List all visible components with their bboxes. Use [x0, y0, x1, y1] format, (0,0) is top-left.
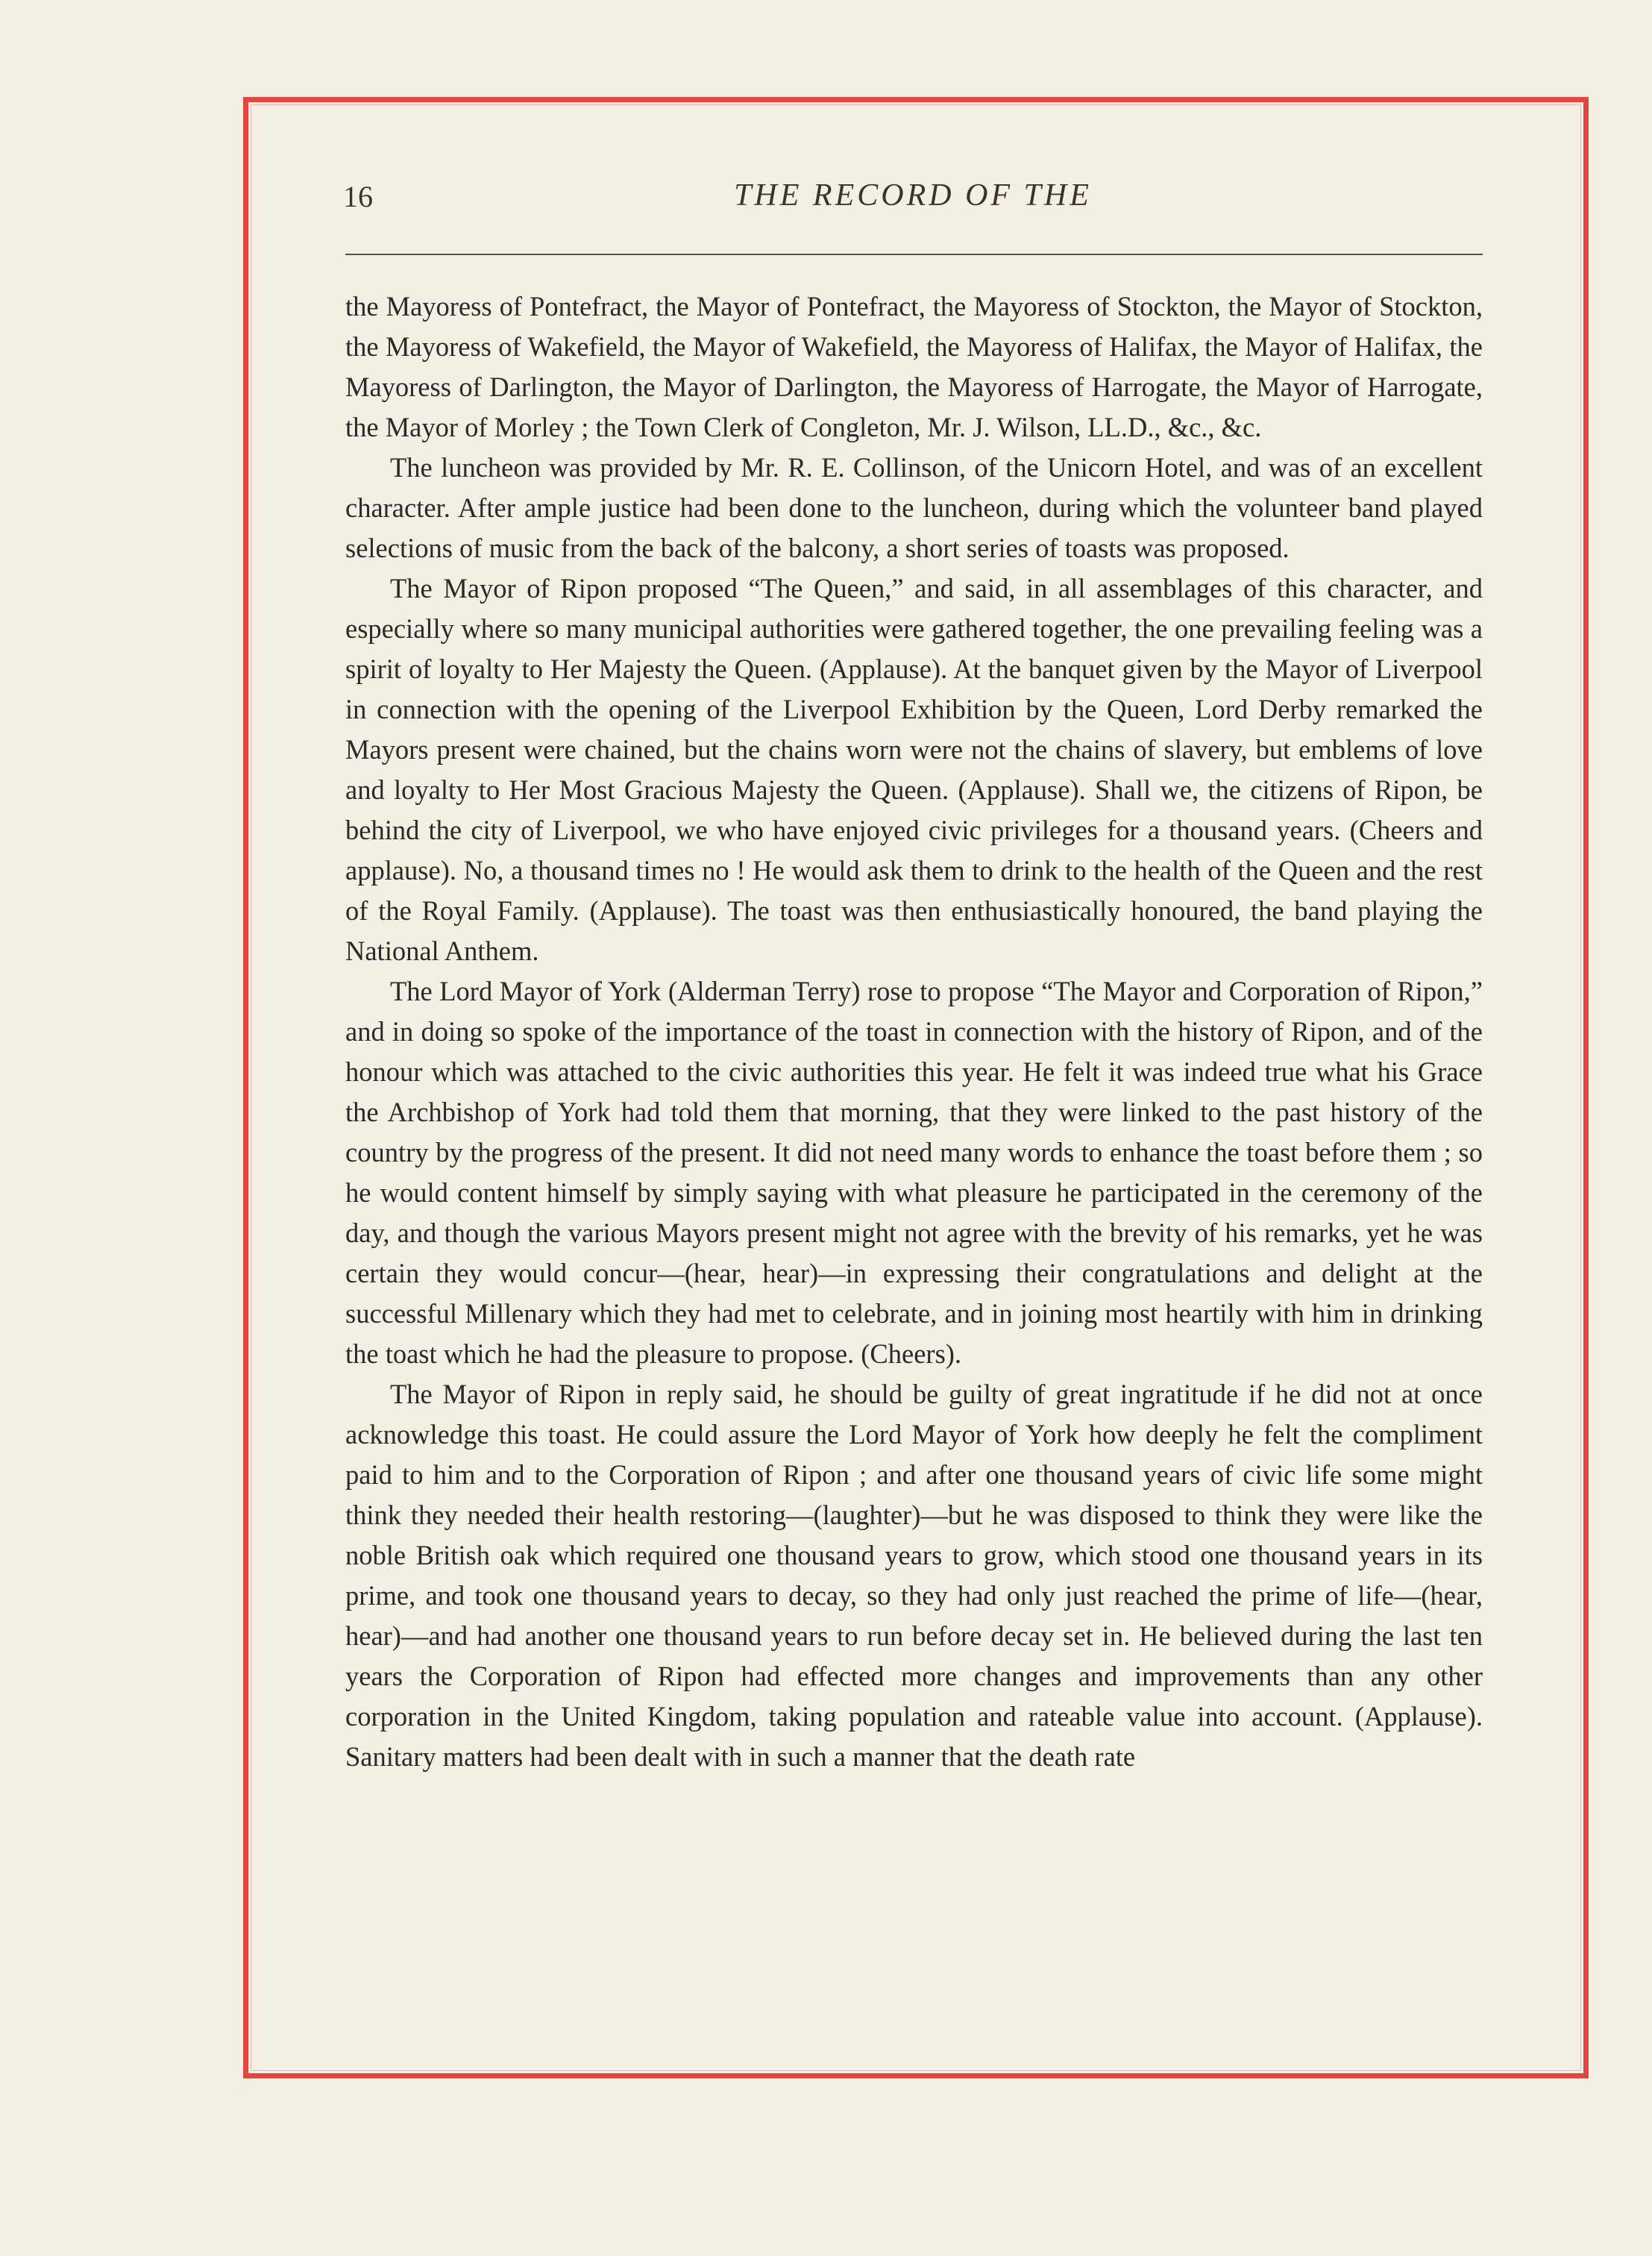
header-rule [345, 254, 1483, 255]
paragraph-mayor-reply: The Mayor of Ripon in reply said, he should be guilty of great ingratitude if he did not at once acknowledge this toast. He could assure the Lord Mayor of York how deeply he felt the compliment paid to him and to the Corporation of Ripon ; and after one thousand years of civic life some might think they needed their health restoring—(laughter)—but he was disposed to think they were like the noble British oak which required one thousand years to grow, which stood one thousand years in its prime, and took one thousand years to decay, so they had only just reached the prime of life—(hear, hear)—and had another one thousand years to run before decay set in. He believed during the last ten years the Corporation of Ripon had effected more changes and improvements than any other corporation in the United Kingdom, taking population and rateable value into account. (Applause). Sanitary matters had been dealt with in such a manner that the death rate [345, 1379, 1483, 1772]
page-number: 16 [343, 180, 373, 213]
paragraph-queen-toast: The Mayor of Ripon proposed “The Queen,” and said, in all assemblages of this character, and especially where so many municipal authorities were gathered together, the one prevailing feeling was a spirit of loyalty to Her Majesty the Queen. (Applause). At the banquet given by the Mayor of Liverpool in connection with the opening of the Liverpool Exhibition by the Queen, Lord Derby remarked the Mayors present were chained, but the chains worn were not the chains of slavery, but emblems of love and loyalty to Her Most Gracious Majesty the Queen. (Applause). Shall we, the citizens of Ripon, be behind the city of Liverpool, we who have enjoyed civic privileges for a thousand years. (Cheers and applause). No, a thousand times no ! He would ask them to drink to the health of the Queen and the rest of the Royal Family. (Applause). The toast was then enthusiastically honoured, the band playing the National Anthem. [345, 573, 1483, 966]
paragraph-lord-mayor-york: The Lord Mayor of York (Alderman Terry) rose to propose “The Mayor and Corporation of Ripon,” and in doing so spoke of the importance of the toast in connection with the history of Ripon, and of the honour which was attached to the civic authorities this year. He felt it was indeed true what his Grace the Archbishop of York had told them that morning, that they were linked to the past history of the country by the progress of the present. It did not need many words to enhance the toast before them ; so he would content himself by simply saying with what pleasure he participated in the ceremony of the day, and though the various Mayors present might not agree with the brevity of his remarks, yet he was certain they would concur—(hear, hear)—in expressing their congratulations and delight at the successful Millenary which they had met to celebrate, and in joining most heartily with him in drinking the toast which he had the pleasure to propose. (Cheers). [345, 976, 1483, 1369]
paragraph-luncheon: The luncheon was provided by Mr. R. E. Collinson, of the Unicorn Hotel, and was of an excellent character. After ample justice had been done to the luncheon, during which the volunteer band played selections of music from the back of the balcony, a short series of toasts was proposed. [345, 452, 1483, 563]
page-header [343, 173, 1483, 225]
paragraph-continued: the Mayoress of Pontefract, the Mayor of Pontefract, the Mayoress of Stockton, the Mayor of Stockton, the Mayoress of Wakefield, the Mayor of Wakefield, the Mayoress of Halifax, the Mayor of Halifax, the Mayoress of Darlington, the Mayor of Darlington, the Mayoress of Harrogate, the Mayor of Harrogate, the Mayor of Morley ; the Town Clerk of Congleton, Mr. J. Wilson, LL.D., &c., &c. [345, 291, 1483, 442]
body-text [345, 286, 1483, 1777]
running-title: THE RECORD OF THE [734, 178, 1092, 213]
